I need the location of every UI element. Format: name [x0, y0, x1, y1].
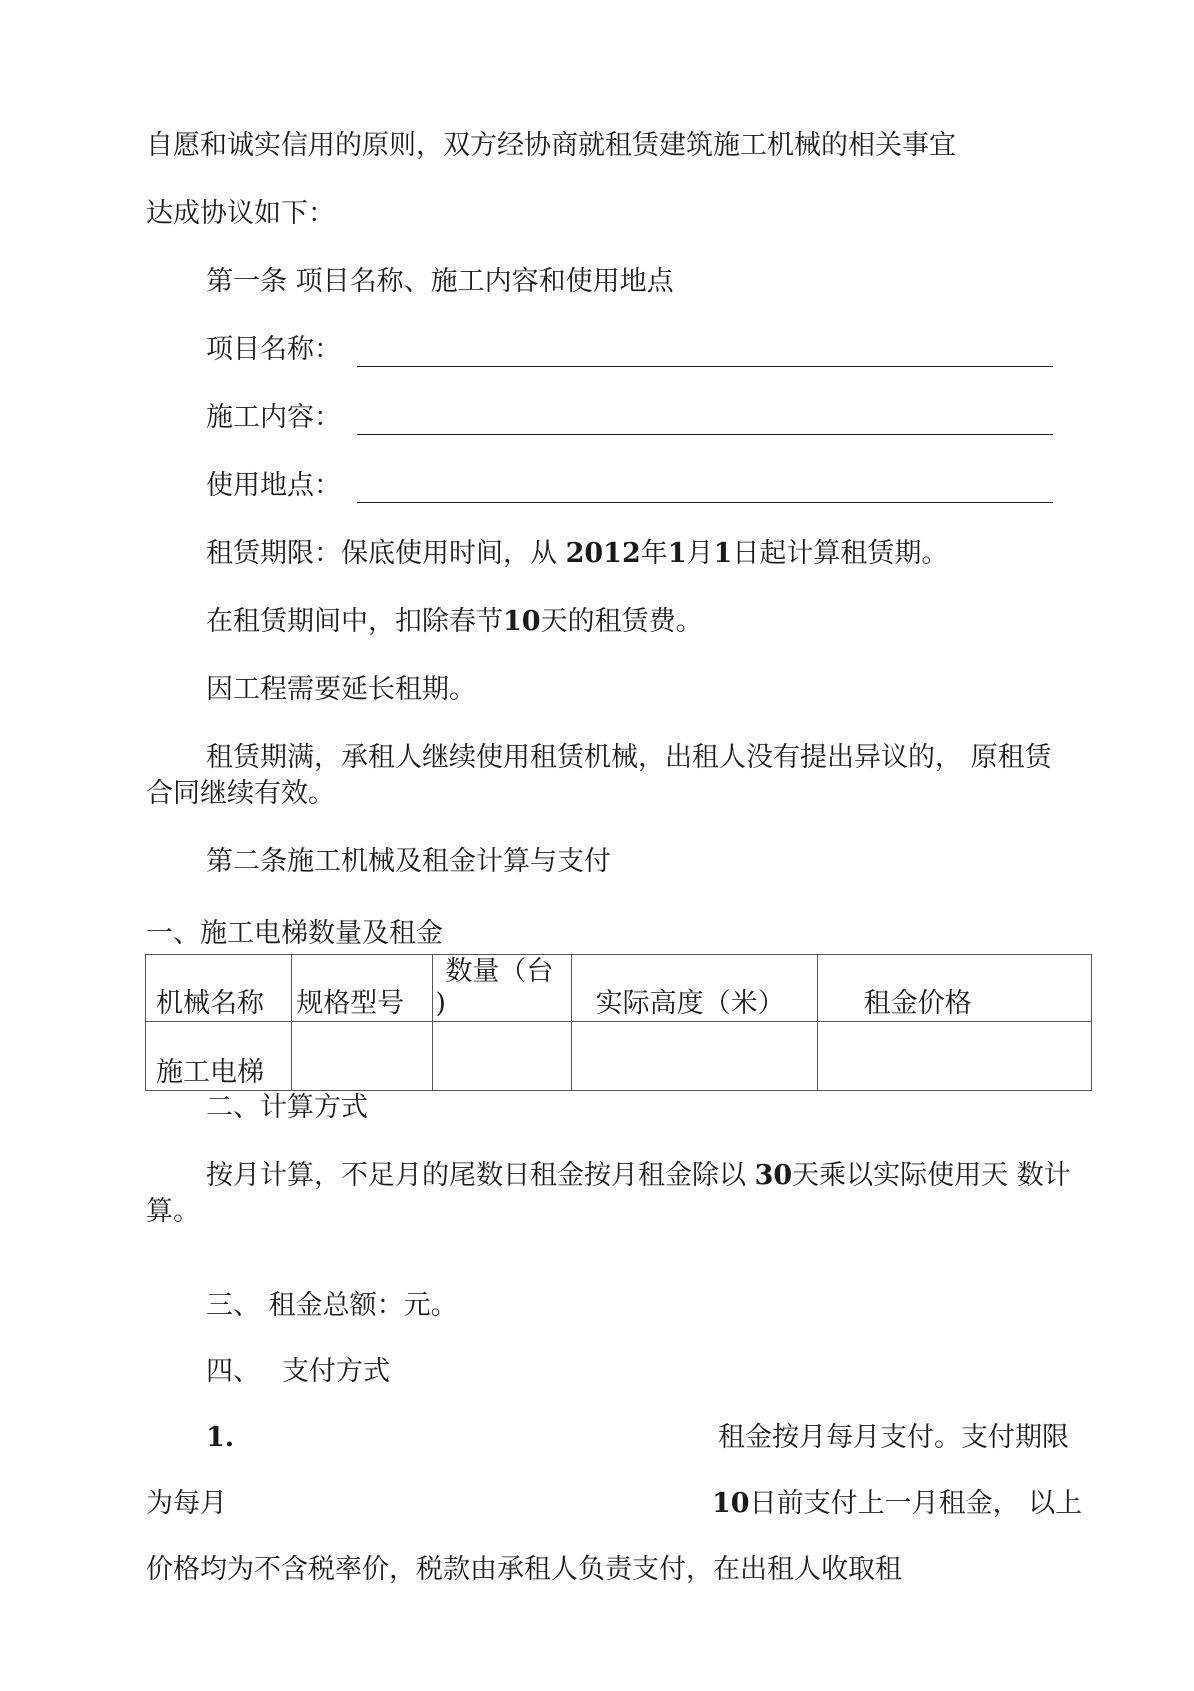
rent-total: 三、 租金总额：元。	[206, 1290, 458, 1321]
elevator-section-heading: 一、施工电梯数量及租金	[146, 918, 443, 949]
lease-extend: 因工程需要延长租期。	[206, 674, 476, 705]
lease-expire-line-1: 租赁期满，承租人继续使用租赁机械，出租人没有提出异议的， 原租赁	[206, 742, 1052, 773]
payment-method-heading: 支付方式	[282, 1356, 390, 1387]
lease-deduction: 在租赁期间中，扣除春节10天的租赁费。	[206, 606, 703, 637]
payment-item-line-2-left: 为每月	[146, 1488, 227, 1519]
table-header-row	[146, 955, 1092, 1022]
project-name-blank	[357, 366, 1053, 367]
intro-line-2: 达成协议如下：	[146, 198, 335, 229]
header-spec-model: 规格型号	[292, 955, 433, 1022]
header-actual-height: 实际高度（米）	[571, 955, 817, 1022]
lease-term: 租赁期限：保底使用时间，从 2012年1月1日起计算租赁期。	[206, 538, 949, 569]
intro-line-1: 自愿和诚实信用的原则，双方经协商就租赁建筑施工机械的相关事宜	[146, 130, 956, 161]
elevator-rental-table	[145, 954, 1092, 1091]
cell-actual-height	[571, 1022, 817, 1091]
payment-item-number: 1.	[206, 1422, 235, 1453]
cell-machine-name: 施工电梯	[146, 1022, 292, 1091]
calc-method-heading: 二、计算方式	[206, 1092, 368, 1123]
calc-method-line-2: 算。	[146, 1196, 200, 1227]
payment-item-line-2-right: 10日前支付上一月租金， 以上	[712, 1488, 1083, 1519]
cell-rent-price	[817, 1022, 1091, 1091]
article2-heading: 第二条施工机械及租金计算与支付	[206, 846, 611, 877]
article1-heading: 第一条 项目名称、施工内容和使用地点	[206, 266, 674, 297]
lease-expire-line-2: 合同继续有效。	[146, 778, 335, 809]
table-row	[146, 1022, 1092, 1091]
content-label: 施工内容：	[206, 402, 341, 433]
header-quantity: 数量（台 )	[433, 955, 571, 1022]
header-machine-name: 机械名称	[146, 955, 292, 1022]
content-blank	[357, 434, 1053, 435]
payment-item-line-3: 价格均为不含税率价，税款由承租人负责支付，在出租人收取租	[146, 1554, 902, 1585]
payment-method-number: 四、	[206, 1356, 260, 1387]
cell-spec-model	[292, 1022, 433, 1091]
header-rent-price: 租金价格	[817, 955, 1091, 1022]
calc-method-line-1: 按月计算，不足月的尾数日租金按月租金除以 30天乘以实际使用天 数计	[206, 1160, 1071, 1191]
location-label: 使用地点：	[206, 470, 341, 501]
project-name-label: 项目名称：	[206, 334, 341, 365]
cell-quantity	[433, 1022, 571, 1091]
location-blank	[357, 502, 1053, 503]
payment-item-line-1: 租金按月每月支付。支付期限	[718, 1422, 1069, 1453]
